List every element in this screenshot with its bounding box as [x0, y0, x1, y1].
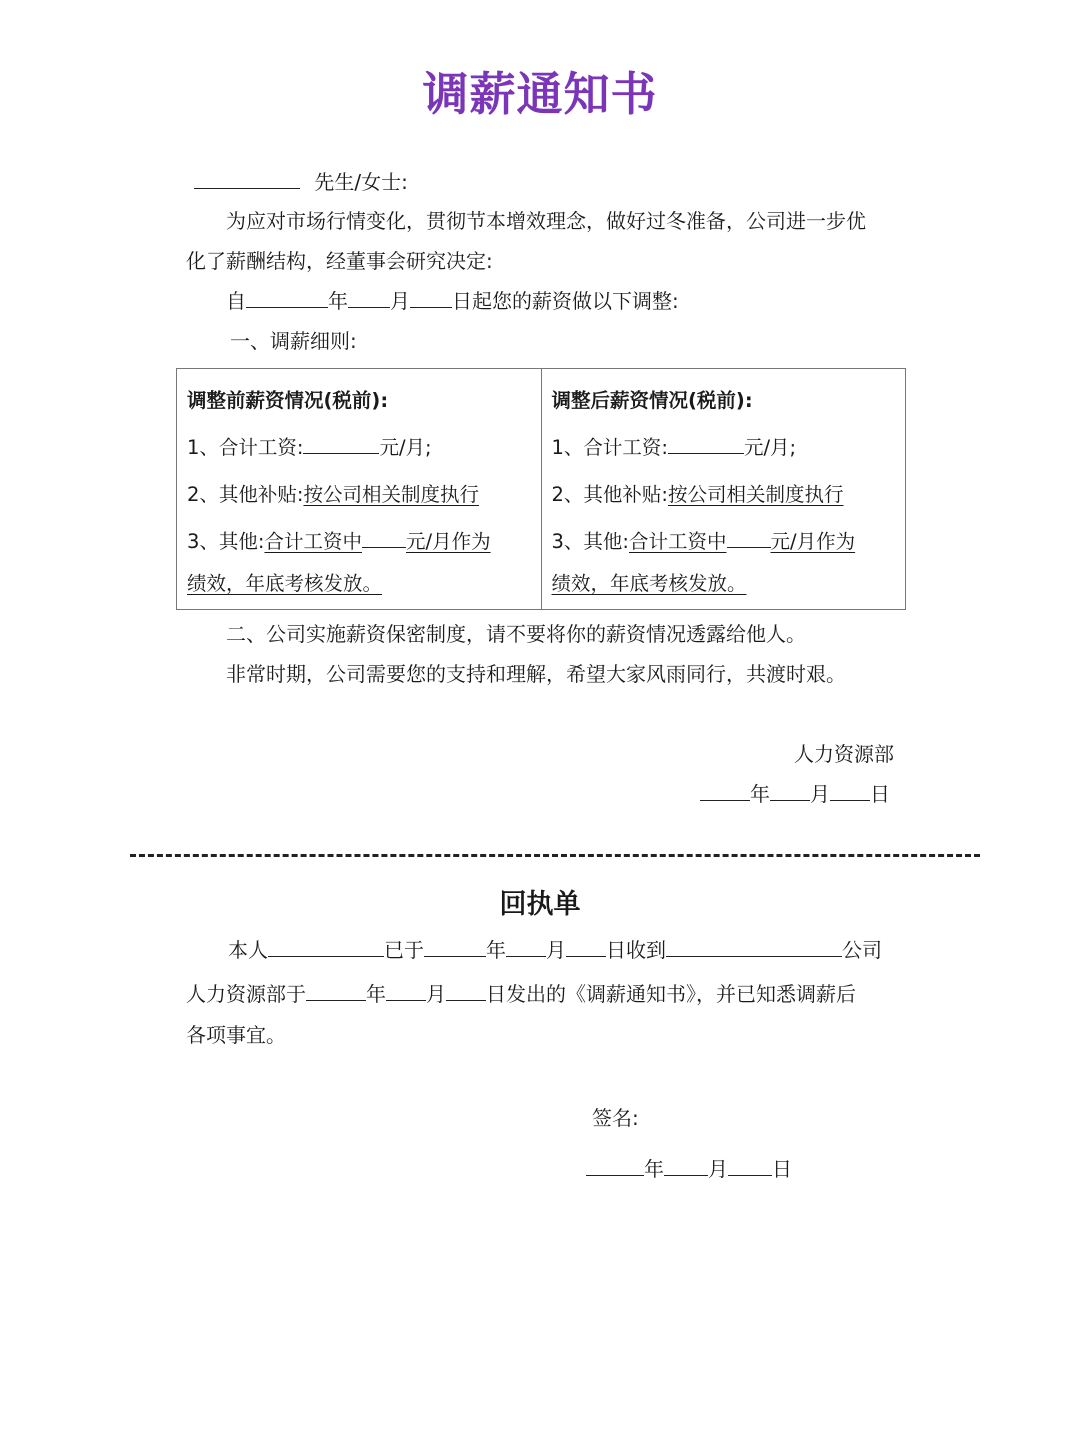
before-total-wage-blank[interactable] [303, 433, 379, 454]
notice-year-blank[interactable] [700, 780, 750, 801]
before-item-3 [187, 518, 531, 565]
section-1-heading: 一、调薪细则: [230, 329, 357, 353]
receipt-sign-day-label: 日 [772, 1157, 792, 1181]
notice-year-label: 年 [750, 782, 770, 806]
before-item-3-text-c: 绩效，年底考核发放。 [187, 572, 383, 595]
effective-date-line [226, 287, 679, 315]
after-salary-cell [541, 369, 906, 610]
before-item-2 [187, 471, 531, 518]
receipt-line-1 [228, 936, 882, 964]
effective-day-blank[interactable] [410, 287, 452, 308]
salutation-line [194, 168, 408, 196]
notice-month-label: 月 [810, 782, 830, 806]
receipt-day-received-label: 日收到 [606, 938, 666, 962]
after-item-3-text-b: 元/月作为 [770, 530, 856, 553]
after-item-2-label: 2、其他补贴: [551, 483, 668, 506]
before-item-3-text-a: 合计工资中 [264, 530, 362, 553]
before-item-3-label: 3、其他: [187, 530, 265, 553]
effective-month-label: 月 [390, 289, 410, 313]
notice-date-line [700, 780, 890, 808]
effective-month-blank[interactable] [348, 287, 390, 308]
after-item-2 [552, 471, 896, 518]
effective-year-blank[interactable] [246, 287, 328, 308]
paragraph-1-line-1: 为应对市场行情变化，贯彻节本增效理念，做好过冬准备，公司进一步优 [226, 209, 866, 233]
after-header: 调整后薪资情况(税前): [551, 389, 753, 412]
receipt-sign-day-blank[interactable] [728, 1155, 772, 1176]
after-total-wage-blank[interactable] [668, 433, 744, 454]
section-2-text: 二、公司实施薪资保密制度，请不要将你的薪资情况透露给他人。 [226, 622, 806, 646]
after-performance-blank[interactable] [727, 527, 771, 548]
receipt-line-2 [186, 980, 856, 1008]
signature-label: 签名: [592, 1106, 639, 1130]
before-item-3-text-b: 元/月作为 [406, 530, 491, 553]
salary-detail-table [176, 368, 906, 610]
after-item-3 [552, 518, 896, 565]
cut-line-divider [130, 854, 980, 857]
after-item-3-text-a: 合计工资中 [628, 530, 727, 553]
notice-day-blank[interactable] [830, 780, 870, 801]
effective-suffix: 日起您的薪资做以下调整: [452, 289, 679, 313]
before-item-2-label: 2、其他补贴: [187, 483, 304, 506]
document-title: 调薪通知书 [422, 67, 658, 121]
receipt-title: 回执单 [499, 889, 581, 920]
after-item-3-text-c: 绩效，年底考核发放。 [551, 572, 747, 595]
notice-day-label: 日 [870, 782, 890, 806]
before-performance-blank[interactable] [362, 527, 406, 548]
receipt-issue-suffix: 日发出的《调薪通知书》，并已知悉调薪后 [486, 982, 856, 1006]
salutation-text: 先生/女士: [314, 170, 408, 194]
receipt-name-blank[interactable] [268, 936, 384, 957]
before-item-1-unit: 元/月; [379, 436, 432, 459]
receipt-issue-month-label: 月 [426, 982, 446, 1006]
receipt-day-blank[interactable] [566, 936, 606, 957]
receipt-company-label: 公司 [842, 938, 882, 962]
receipt-issue-year-blank[interactable] [306, 980, 366, 1001]
after-item-1-unit: 元/月; [743, 436, 797, 459]
receipt-hr-label: 人力资源部于 [186, 982, 306, 1006]
receipt-sign-month-blank[interactable] [664, 1155, 708, 1176]
closing-text: 非常时期，公司需要您的支持和理解，希望大家风雨同行，共渡时艰。 [226, 662, 846, 686]
before-item-3-cont [187, 565, 531, 603]
receipt-date-line [586, 1155, 792, 1183]
receipt-issue-month-blank[interactable] [386, 980, 426, 1001]
before-item-1 [187, 424, 531, 471]
receipt-sign-year-label: 年 [644, 1157, 664, 1181]
receipt-year-label: 年 [486, 938, 506, 962]
effective-year-label: 年 [328, 289, 348, 313]
before-salary-cell [177, 369, 542, 610]
before-item-1-label: 1、合计工资: [187, 436, 304, 459]
paragraph-1-line-2: 化了薪酬结构，经董事会研究决定: [186, 249, 493, 273]
receipt-sign-month-label: 月 [708, 1157, 728, 1181]
after-item-3-label: 3、其他: [551, 530, 629, 553]
receipt-line-3: 各项事宜。 [186, 1023, 286, 1047]
effective-prefix: 自 [226, 289, 246, 313]
after-item-1-label: 1、合计工资: [551, 436, 668, 459]
receipt-month-label: 月 [546, 938, 566, 962]
receipt-issue-day-blank[interactable] [446, 980, 486, 1001]
after-item-3-cont [552, 565, 896, 603]
department-signature: 人力资源部 [794, 742, 894, 766]
before-header: 调整前薪资情况(税前): [187, 389, 389, 412]
before-item-2-value: 按公司相关制度执行 [303, 483, 479, 506]
notice-month-blank[interactable] [770, 780, 810, 801]
after-item-2-value: 按公司相关制度执行 [667, 483, 844, 506]
name-blank[interactable] [194, 168, 300, 189]
receipt-month-blank[interactable] [506, 936, 546, 957]
receipt-self-label: 本人 [228, 938, 268, 962]
after-item-1 [552, 424, 896, 471]
receipt-on-label: 已于 [384, 938, 424, 962]
receipt-sign-year-blank[interactable] [586, 1155, 644, 1176]
receipt-issue-year-label: 年 [366, 982, 386, 1006]
receipt-company-blank[interactable] [666, 936, 842, 957]
receipt-year-blank[interactable] [424, 936, 486, 957]
